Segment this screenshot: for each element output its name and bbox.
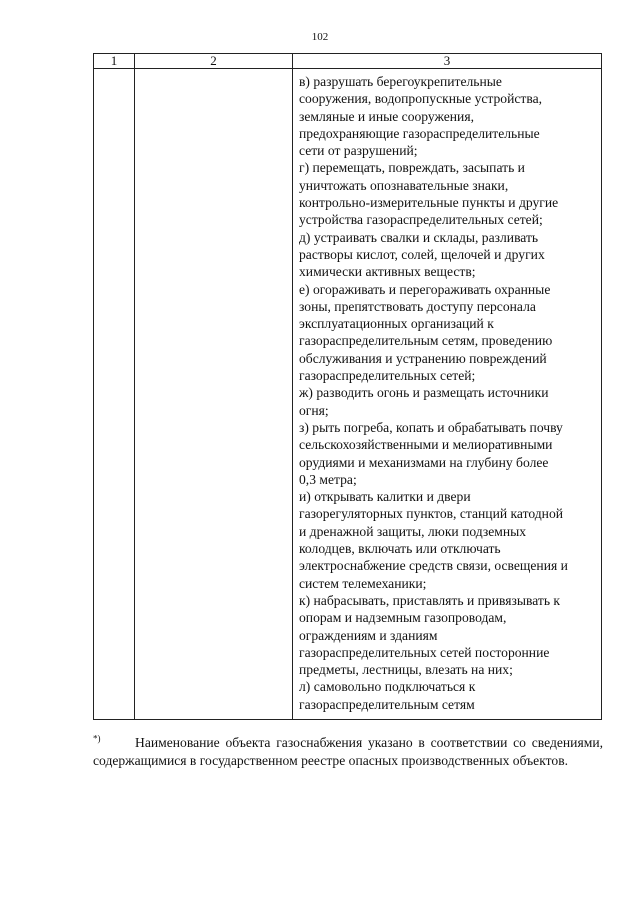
text-line: огня; [299, 402, 329, 418]
text-line: растворы кислот, солей, щелочей и других [299, 246, 545, 262]
text-line: эксплуатационных организаций к [299, 316, 494, 332]
text-line: газораспределительным сетям, проведению [299, 333, 553, 349]
text-line: контрольно-измерительные пункты и другие [299, 195, 559, 211]
cell-column-1 [94, 69, 135, 720]
text-line: колодцев, включать или отключать [299, 541, 501, 557]
cell-column-2 [135, 69, 293, 720]
column-header-3: 3 [293, 54, 602, 69]
footnote-marker: *) [93, 733, 101, 744]
text-line: л) самовольно подключаться к [299, 679, 476, 695]
text-line: г) перемещать, повреждать, засыпать и [299, 160, 525, 176]
text-line: опорам и надземным газопроводам, [299, 610, 507, 626]
footnote [93, 734, 603, 770]
column-header-2: 2 [135, 54, 293, 69]
text-line: предохраняющие газораспределительные [299, 125, 540, 141]
text-line: систем телемеханики; [299, 575, 427, 591]
text-line: сооружения, водопропускные устройства, [299, 91, 543, 107]
text-line: и) открывать калитки и двери [299, 489, 471, 505]
text-line: газорегуляторных пунктов, станций катодной [299, 506, 564, 522]
table-row [94, 69, 602, 720]
cell-column-3 [293, 69, 602, 720]
table-header-row [94, 54, 602, 69]
footnote-text: Наименование объекта газоснабжения указано в соответствии со сведениями, содержащимися в государственном реестре опасных производственных объектов. [93, 735, 603, 768]
column-header-1: 1 [94, 54, 135, 69]
text-line: газораспределительным сетям [299, 696, 475, 712]
text-line: д) устраивать свалки и склады, разливать [299, 229, 539, 245]
text-line: обслуживания и устранению повреждений [299, 350, 547, 366]
text-line: газораспределительных сетей посторонние [299, 644, 550, 660]
text-line: ограждениям и зданиям [299, 627, 438, 643]
text-line: сети от разрушений; [299, 143, 418, 159]
text-line: земляные и иные сооружения, [299, 108, 474, 124]
text-line: уничтожать опознавательные знаки, [299, 177, 509, 193]
document-table [93, 53, 602, 720]
text-line: к) набрасывать, приставлять и привязывать к [299, 592, 561, 608]
text-line: сельскохозяйственными и мелиоративными [299, 437, 553, 453]
text-line: з) рыть погреба, копать и обрабатывать почву [299, 419, 563, 435]
text-line: в) разрушать берегоукрепительные [299, 74, 502, 89]
text-line: орудиями и механизмами на глубину более [299, 454, 549, 470]
restrictions-list [293, 69, 601, 713]
text-line: и дренажной защиты, люки подземных [299, 523, 527, 539]
text-line: ж) разводить огонь и размещать источники [299, 385, 549, 401]
page-number: 102 [311, 31, 329, 43]
text-line: зоны, препятствовать доступу персонала [299, 298, 536, 314]
text-line: газораспределительных сетей; [299, 368, 476, 384]
text-line: химически активных веществ; [299, 264, 476, 280]
text-line: е) огораживать и перегораживать охранные [299, 281, 551, 297]
text-line: предметы, лестницы, влезать на них; [299, 662, 513, 678]
text-line: 0,3 метра; [299, 471, 357, 487]
text-line: электроснабжение средств связи, освещения и [299, 558, 568, 574]
text-line: устройства газораспределительных сетей; [299, 212, 543, 228]
